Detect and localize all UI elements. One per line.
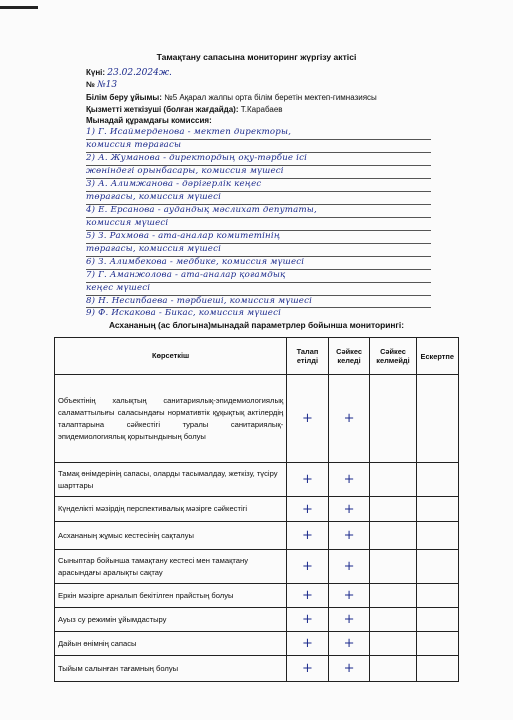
table-row xyxy=(55,550,459,584)
noncompliant-cell xyxy=(370,375,416,463)
noncompliant-cell xyxy=(370,584,416,608)
indicator-cell: Еркін мәзірге арналып бекітілген прайстың болуы xyxy=(55,584,287,608)
table-row xyxy=(55,522,459,550)
supplier-label: Қызметті жеткізуші (болған жағдайда): xyxy=(86,105,239,114)
commission-line xyxy=(86,116,212,125)
indicator-cell: Күнделікті мәзірдің перспективалық мәзірге сәйкестігі xyxy=(55,497,287,522)
commission-line-2: комиссия төрағасы xyxy=(86,140,182,150)
commission-line-8: комиссия мүшесі xyxy=(86,218,169,228)
required-mark: + xyxy=(301,411,313,426)
supplier-line xyxy=(86,105,283,114)
commission-line-5: 3) А. Алимжанова - дәрігерлік кеңес xyxy=(86,179,262,189)
note-cell xyxy=(416,497,458,522)
compliant-mark: + xyxy=(343,661,355,676)
commission-line-6: төрағасы, комиссия мүшесі xyxy=(86,192,222,202)
column-header-compliant: Сәйкес келеді xyxy=(328,338,370,375)
indicator-cell: Асхананың жұмыс кестесінің сақталуы xyxy=(55,522,287,550)
column-header-note: Ескертпе xyxy=(416,338,458,375)
writing-rule xyxy=(86,204,431,205)
writing-rule xyxy=(86,139,431,140)
noncompliant-cell xyxy=(370,550,416,584)
note-cell xyxy=(416,656,458,682)
table-row xyxy=(55,632,459,656)
noncompliant-cell xyxy=(370,656,416,682)
column-header-indicator: Көрсеткіш xyxy=(55,338,287,375)
commission-line-14: 8) Н. Несипбаева - тәрбиеші, комиссия мүшесі xyxy=(86,296,313,306)
note-cell xyxy=(416,550,458,584)
writing-rule xyxy=(86,256,431,257)
noncompliant-cell xyxy=(370,497,416,522)
writing-rule xyxy=(86,230,431,231)
commission-label: Мынадай құрамдағы комиссия: xyxy=(86,116,212,125)
note-cell xyxy=(416,584,458,608)
compliant-mark: + xyxy=(343,588,355,603)
monitoring-table xyxy=(54,337,459,682)
number-label: № xyxy=(86,80,95,89)
supplier-value: Т.Карабаев xyxy=(240,105,283,114)
required-mark: + xyxy=(301,472,313,487)
note-cell xyxy=(416,608,458,632)
commission-line-9: 5) З. Рахмова - ата-аналар комитетінің xyxy=(86,231,281,241)
note-cell xyxy=(416,463,458,497)
commission-line-4: жөніндегі орынбасары, комиссия мүшесі xyxy=(86,166,284,176)
writing-rule xyxy=(86,295,431,296)
writing-rule xyxy=(86,217,431,218)
writing-rule xyxy=(86,152,431,153)
commission-line-11: 6) З. Алимбекова - медбике, комиссия мүшесі xyxy=(86,257,305,267)
compliant-mark: + xyxy=(343,411,355,426)
compliant-mark: + xyxy=(343,472,355,487)
indicator-cell: Ауыз су режимін ұйымдастыру xyxy=(55,608,287,632)
corner-mark xyxy=(0,6,38,9)
org-value: №5 Ақарал жалпы орта білім беретін мектеп-гимназиясы xyxy=(164,93,377,102)
noncompliant-cell xyxy=(370,522,416,550)
noncompliant-cell xyxy=(370,463,416,497)
note-cell xyxy=(416,375,458,463)
writing-rule xyxy=(86,191,431,192)
commission-line-13: кеңес мүшесі xyxy=(86,283,151,293)
indicator-cell: Тамақ өнімдерінің сапасы, оларды тасымалдау, жеткізу, түсіру шарттары xyxy=(55,463,287,497)
table-row xyxy=(55,584,459,608)
compliant-mark: + xyxy=(343,559,355,574)
commission-line-10: төрағасы, комиссия мүшесі xyxy=(86,244,222,254)
compliant-mark: + xyxy=(343,612,355,627)
indicator-cell: Объектінің халықтың санитариялық-эпидемиологиялық саламаттылығы саласындағы нормативтік құқықтық актілердің талаптарына сәйкестігі туралы санитариялық-эпидемиологиялық қорытындының болуы xyxy=(55,375,287,463)
compliant-mark: + xyxy=(343,528,355,543)
table-row xyxy=(55,375,459,463)
date-label: Күні: xyxy=(86,68,106,77)
table-row xyxy=(55,656,459,682)
writing-rule xyxy=(86,307,431,308)
required-mark: + xyxy=(301,588,313,603)
commission-line-7: 4) Е. Ерсанова - аудандық мәслихат депутаты, xyxy=(86,205,317,215)
column-header-required: Талап етілді xyxy=(287,338,328,375)
required-mark: + xyxy=(301,528,313,543)
writing-rule xyxy=(86,282,431,283)
noncompliant-cell xyxy=(370,632,416,656)
table-row xyxy=(55,463,459,497)
note-cell xyxy=(416,522,458,550)
table-header-row xyxy=(55,338,459,375)
required-mark: + xyxy=(301,501,313,517)
required-mark: + xyxy=(301,661,313,676)
writing-rule xyxy=(86,178,431,179)
number-value: №13 xyxy=(97,80,118,90)
date-line xyxy=(86,68,172,78)
writing-rule xyxy=(86,243,431,244)
org-line xyxy=(86,93,377,102)
indicator-cell: Дайын өнімнің сапасы xyxy=(55,632,287,656)
noncompliant-cell xyxy=(370,608,416,632)
required-mark: + xyxy=(301,636,313,651)
compliant-mark: + xyxy=(343,636,355,651)
indicator-cell: Тыйым салынған тағамның болуы xyxy=(55,656,287,682)
number-line xyxy=(86,80,117,90)
indicator-cell: Сыныптар бойынша тамақтану кестесі мен тамақтану арасындағы аралықты сақтау xyxy=(55,550,287,584)
org-label: Білім беру ұйымы: xyxy=(86,93,162,102)
commission-line-3: 2) А. Жуманова - директордың оқу-тәрбие ісі xyxy=(86,153,308,163)
required-mark: + xyxy=(301,612,313,627)
column-header-noncompliant: Сәйкес келмейді xyxy=(370,338,416,375)
commission-line-15: 9) Ф. Искакова - Бикас, комиссия мүшесі xyxy=(86,308,282,318)
monitoring-subtitle: Асхананың (ас блогына)мынадай параметрлер бойынша мониторингі: xyxy=(108,320,405,330)
writing-rule xyxy=(86,269,431,270)
commission-line-12: 7) Г. Аманжолова - ата-аналар қоғамдық xyxy=(86,270,286,280)
compliant-mark: + xyxy=(343,501,355,517)
document-title: Тамақтану сапасына мониторинг жүргізу актісі xyxy=(156,52,357,62)
table-row xyxy=(55,497,459,522)
table-row xyxy=(55,608,459,632)
writing-rule xyxy=(86,165,431,166)
date-value: 23.02.2024ж. xyxy=(107,68,172,78)
commission-line-1: 1) Г. Исаймерденова - мектеп директоры, xyxy=(86,127,292,137)
note-cell xyxy=(416,632,458,656)
required-mark: + xyxy=(301,559,313,574)
